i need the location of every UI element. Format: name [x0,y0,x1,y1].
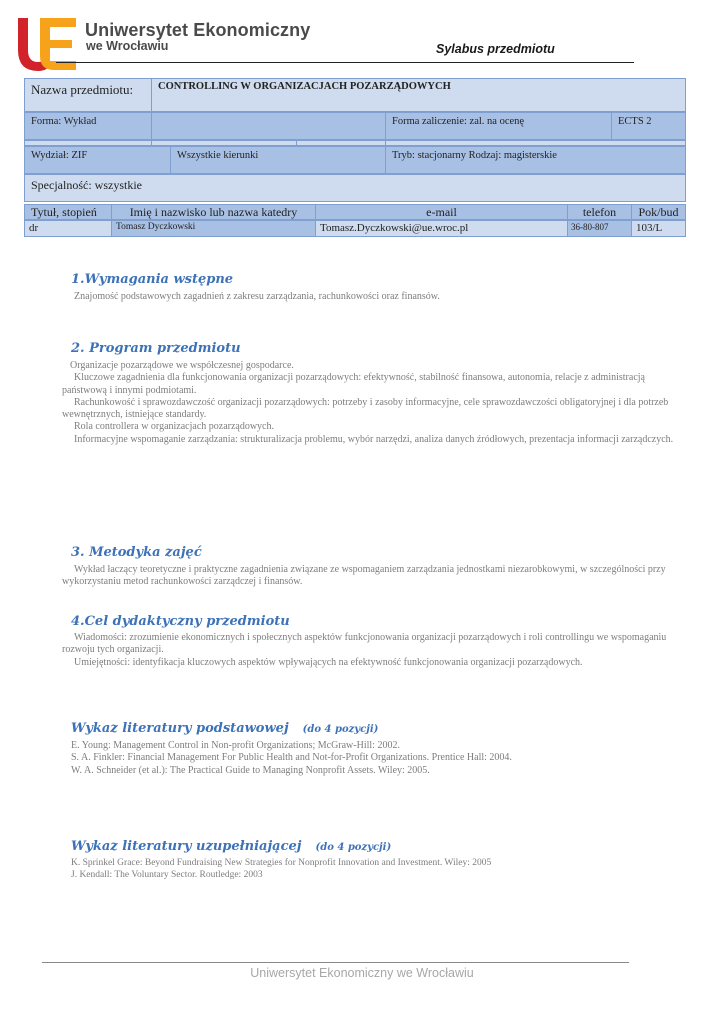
teacher-name: Tomasz Dyczkowski [111,221,315,236]
header-rule [56,62,634,63]
course-name-row [24,78,686,112]
section-title-supplementary-literature [71,839,391,854]
section-title-requirements: 1.Wymagania wstępne [71,272,234,287]
section-body-program [62,360,680,446]
spacer-cell [151,141,296,145]
teacher-phone: 36-80-807 [567,221,631,236]
course-name-value: CONTROLLING W ORGANIZACJACH POZARZĄDOWYCH [151,79,685,111]
university-name: Uniwersytet Ekonomiczny [85,20,311,40]
text-line: Organizacje pozarządowe we współczesnej gospodarce. [70,360,294,371]
text-line: Rola controllera w organizacjach pozarządowych. [74,421,274,433]
section-body-methodology [62,564,680,589]
course-form: Forma: Wykład [31,116,97,127]
section-title-methodology: 3. Metodyka zajęć [71,545,202,560]
header-email: e-mail [315,205,567,219]
section-title-objective: 4.Cel dydaktyczny przedmiotu [71,614,290,629]
supplementary-literature-title: Wykaz literatury uzupełniającej [71,839,302,854]
course-specialty: Specjalność: wszystkie [31,178,142,192]
text-line: Znajomość podstawowych zagadnień z zakresu zarządzania, rachunkowości oraz finansów. [74,291,440,302]
specialty-row [24,174,686,202]
course-name-label: Nazwa przedmiotu: [25,79,151,111]
course-faculty: Wydział: ZIF [31,150,88,161]
header-name: Imię i nazwisko lub nazwa katedry [111,205,315,219]
spacer-cell [385,141,611,145]
teacher-header-row [24,204,686,220]
course-mode: Tryb: stacjonarny Rodzaj: magisterskie [385,147,685,173]
literature-item: J. Kendall: The Voluntary Sector. Routledge: 2003 [71,870,263,881]
university-logo [14,14,78,72]
header-room: Pok/bud [631,205,685,219]
section-body-objective [62,632,680,669]
header-title: Tytuł, stopień [31,205,97,219]
teacher-room: 103/L [631,221,685,236]
basic-literature-note: (do 4 pozycji) [302,724,379,735]
faculty-row [24,146,686,174]
literature-item: E. Young: Management Control in Non-profit Organizations; McGraw-Hill: 2002. [71,740,400,751]
section-body-basic-literature [71,740,689,777]
teacher-title: dr [29,222,39,234]
footer-university: Uniwersytet Ekonomiczny we Wrocławiu [250,966,474,980]
header-phone: telefon [567,205,631,219]
university-city: we Wrocławiu [86,39,169,53]
text-line: Umiejętności: identyfikacja kluczowych aspektów wpływających na efektywność funkcjonowania organizacji pozarządowych. [74,656,583,668]
teacher-email: Tomasz.Dyczkowski@ue.wroc.pl [315,221,567,236]
section-title-basic-literature [71,721,378,736]
teacher-row [24,220,686,237]
supplementary-literature-note: (do 4 pozycji) [315,842,392,853]
text-line: Informacyjne wspomaganie zarządzania: strukturalizacja problemu, wybór narzędzi, analiza danych źródłowych, prezentacja informacji zarządczych. [74,433,674,445]
footer-rule [42,962,629,963]
literature-item: W. A. Schneider (et al.): The Practical Guide to Managing Nonprofit Assets. Wiley: 2005. [71,764,430,776]
text-line: Rachunkowość i sprawozdawczość organizacji pozarządowych: potrzeby i zasoby informacyjne, cele sprawozdawczości obligatoryjnej i dla potrzeb wewnętrznych, istniejące standardy. [62,396,669,421]
document-label: Sylabus przedmiotu [436,42,555,56]
section-body-requirements [62,291,680,303]
course-pass-form: Forma zaliczenie: zal. na ocenę [385,113,611,139]
text-line: Wykład łaczący teoretyczne i praktyczne zagadnienia związane ze wspomaganiem zarządzania jednostkami niezarobkowymi, w szczególności przy wykorzystaniu metod rachunkowości zarządczej i finansów. [62,564,666,588]
literature-item: K. Sprinkel Grace: Beyond Fundraising New Strategies for Nonprofit Innovation and Investment. Wiley: 2005 [71,858,492,868]
course-directions: Wszystkie kierunki [170,147,385,173]
text-line: Kluczowe zagadnienia dla funkcjonowania organizacji pozarządowych: efektywność, stabilność finansowa, autonomia, relacje z administracją państwową i innymi podmiotami. [62,372,645,396]
spacer-cell [296,141,385,145]
course-form-blank [151,113,385,139]
section-title-program: 2. Program przedmiotu [71,341,241,356]
course-ects: ECTS 2 [611,113,685,139]
literature-item: S. A. Finkler: Financial Management For Public Health and Not-for-Profit Organizations. Prentice Hall: 2004. [71,752,512,764]
basic-literature-title: Wykaz literatury podstawowej [71,721,289,736]
text-line: Wiadomości: zrozumienie ekonomicznych i społecznych aspektów funkcjonowania organizacji pozarządowych i roli controllingu we wspomaganiu rozwoju tych organizacji. [62,632,667,656]
section-body-supplementary-literature [71,857,689,882]
course-form-row [24,112,686,140]
